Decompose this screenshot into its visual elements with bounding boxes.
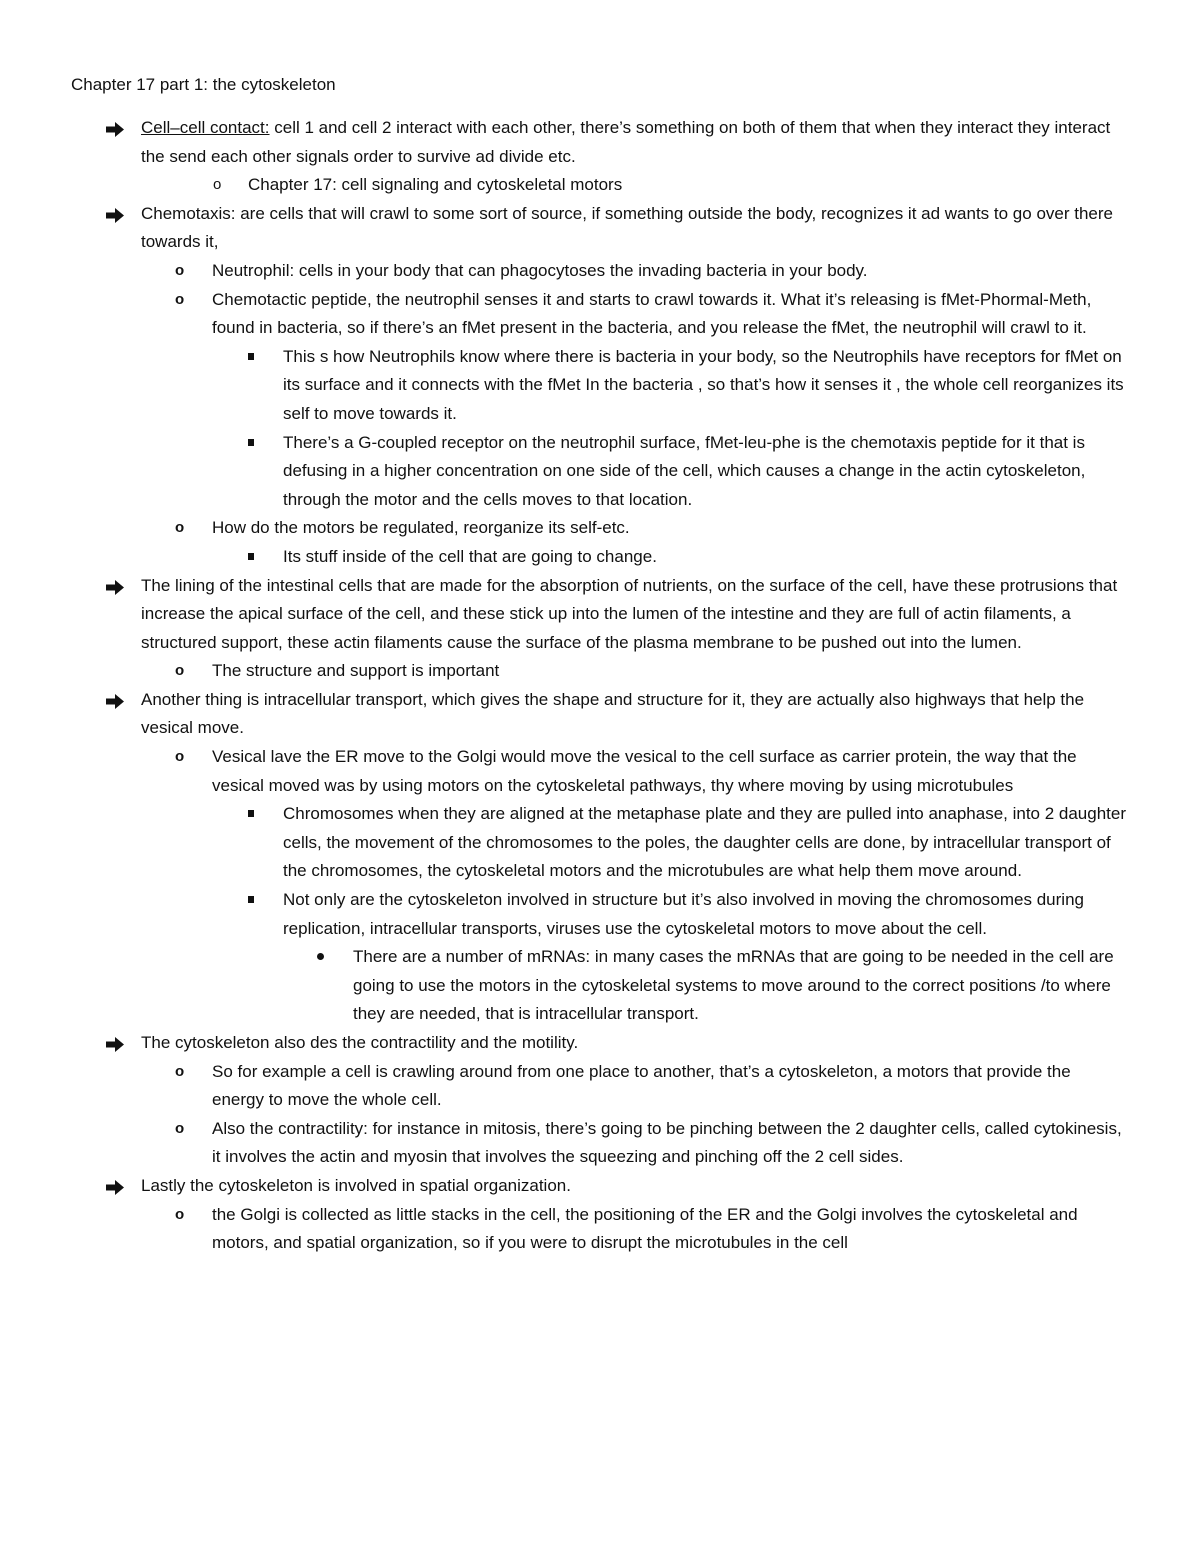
- list-item: [0, 743, 1126, 800]
- circle-bullet: o: [175, 1205, 185, 1223]
- item-text: Its stuff inside of the cell that are going to change.: [283, 546, 657, 566]
- arrow-bullet-icon: [105, 691, 125, 720]
- circle-bullet: o: [175, 1062, 185, 1080]
- item-text: So for example a cell is crawling around from one place to another, that’s a cytoskeleton, a motors that provide the energy to move the whole cell.: [212, 1061, 1071, 1110]
- list-item: [0, 943, 1126, 1029]
- item-text: Not only are the cytoskeleton involved in structure but it’s also involved in moving the chromosomes during replication, intracellular transports, viruses use the cytoskeletal motors to move about the cell.: [283, 890, 1084, 938]
- item-heading: Cell–cell contact:: [141, 118, 270, 137]
- item-text: The cytoskeleton also des the contractility and the motility.: [141, 1033, 579, 1052]
- list-item: [0, 429, 1126, 515]
- list-item: [0, 286, 1126, 343]
- arrow-bullet-icon: [105, 205, 125, 234]
- list-item: [0, 1029, 1126, 1058]
- list-item: [0, 514, 1126, 543]
- list-item: [0, 171, 1126, 200]
- item-text: There’s a G-coupled receptor on the neutrophil surface, fMet-leu-phe is the chemotaxis peptide for it that is defusing in a higher concentration on one side of the cell, which causes a change in the actin cytoskeleton, through the motor and the cells moves to that location.: [283, 432, 1086, 509]
- item-text: How do the motors be regulated, reorganize its self-etc.: [212, 518, 630, 538]
- square-bullet-icon: [248, 553, 254, 560]
- item-text: Also the contractility: for instance in mitosis, there’s going to be pinching between the 2 daughter cells, called cytokinesis, it involves the actin and myosin that involves the squeezing and pinching off the 2 cell sides.: [212, 1118, 1122, 1167]
- item-text: Lastly the cytoskeleton is involved in spatial organization.: [141, 1175, 571, 1195]
- list-item: [0, 1201, 1126, 1258]
- item-text: There are a number of mRNAs: in many cases the mRNAs that are going to be needed in the cell are going to use the motors in the cytoskeletal systems to move around to the correct positions /to where they are needed, that is intracellular transport.: [353, 947, 1114, 1024]
- item-text: Chemotactic peptide, the neutrophil senses it and starts to crawl towards it. What it’s releasing is fMet-Phormal-Meth, found in bacteria, so if there’s an fMet present in the bacteria, and you release the fMet, the neutrophil will crawl to it.: [212, 289, 1092, 338]
- dot-bullet-icon: [317, 953, 324, 960]
- list-item: [0, 343, 1126, 429]
- list-item: [0, 1115, 1126, 1172]
- item-text: the Golgi is collected as little stacks in the cell, the positioning of the ER and the Golgi involves the cytoskeletal and motors, and spatial organization, so if you were to disrupt the microtubules in the cell: [212, 1204, 1078, 1253]
- item-text: Neutrophil: cells in your body that can phagocytoses the invading bacteria in your body.: [212, 260, 868, 280]
- circle-bullet: o: [175, 748, 185, 766]
- item-text: Chapter 17: cell signaling and cytoskeletal motors: [248, 175, 623, 195]
- list-item: [0, 572, 1126, 658]
- item-text: Chromosomes when they are aligned at the metaphase plate and they are pulled into anaphase, into 2 daughter cells, the movement of the chromosomes to the poles, the daughter cells are done, by intracellular transport of the chromosomes, the cytoskeletal motors and the microtubules are what help them move around.: [283, 804, 1127, 881]
- circle-bullet: o: [213, 176, 222, 194]
- item-text: Another thing is intracellular transport, which gives the shape and structure for it, they are actually also highways that help the vesical move.: [141, 689, 1085, 738]
- list-item: [0, 1058, 1126, 1115]
- circle-bullet: o: [175, 519, 185, 537]
- square-bullet-icon: [248, 353, 254, 360]
- square-bullet-icon: [248, 896, 254, 903]
- page-title: Chapter 17 part 1: the cytoskeleton: [71, 75, 336, 94]
- circle-bullet: o: [175, 261, 185, 279]
- list-item: [0, 1172, 1126, 1201]
- list-item: [0, 114, 1126, 171]
- item-text: Chemotaxis: are cells that will crawl to some sort of source, if something outside the body, recognizes it ad wants to go over there towards it,: [141, 203, 1113, 252]
- item-text: cell 1 and cell 2 interact with each other, there’s something on both of them that when they interact they interact the send each other signals order to survive ad divide etc.: [141, 118, 1111, 166]
- item-text: The structure and support is important: [212, 661, 500, 681]
- list-item: [0, 686, 1126, 743]
- item-text: The lining of the intestinal cells that are made for the absorption of nutrients, on the surface of the cell, have these protrusions that increase the apical surface of the cell, and these stick up into the lumen of the intestine and they are full of actin filaments, a structured support, these actin filaments cause the surface of the plasma membrane to be pushed out into the lumen.: [141, 575, 1118, 652]
- notes-list: [0, 114, 1200, 1258]
- arrow-bullet-icon: [105, 577, 125, 606]
- list-item: [0, 543, 1126, 572]
- list-item: [0, 657, 1126, 686]
- circle-bullet: o: [175, 662, 185, 680]
- circle-bullet: o: [175, 290, 185, 308]
- item-text: This s how Neutrophils know where there is bacteria in your body, so the Neutrophils have receptors for fMet on its surface and it connects with the fMet In the bacteria , so that’s how it senses it , the whole cell reorganizes its self to move towards it.: [283, 346, 1124, 423]
- list-item: [0, 200, 1126, 257]
- item-text: Vesical lave the ER move to the Golgi would move the vesical to the cell surface as carrier protein, the way that the vesical moved was by using motors on the cytoskeletal pathways, thy where moving by using microtubules: [212, 747, 1077, 795]
- arrow-bullet-icon: [105, 119, 125, 148]
- list-item: [0, 257, 1126, 286]
- list-item: [0, 886, 1126, 943]
- square-bullet-icon: [248, 810, 254, 817]
- circle-bullet: o: [175, 1119, 185, 1137]
- list-item: [0, 800, 1126, 886]
- square-bullet-icon: [248, 439, 254, 446]
